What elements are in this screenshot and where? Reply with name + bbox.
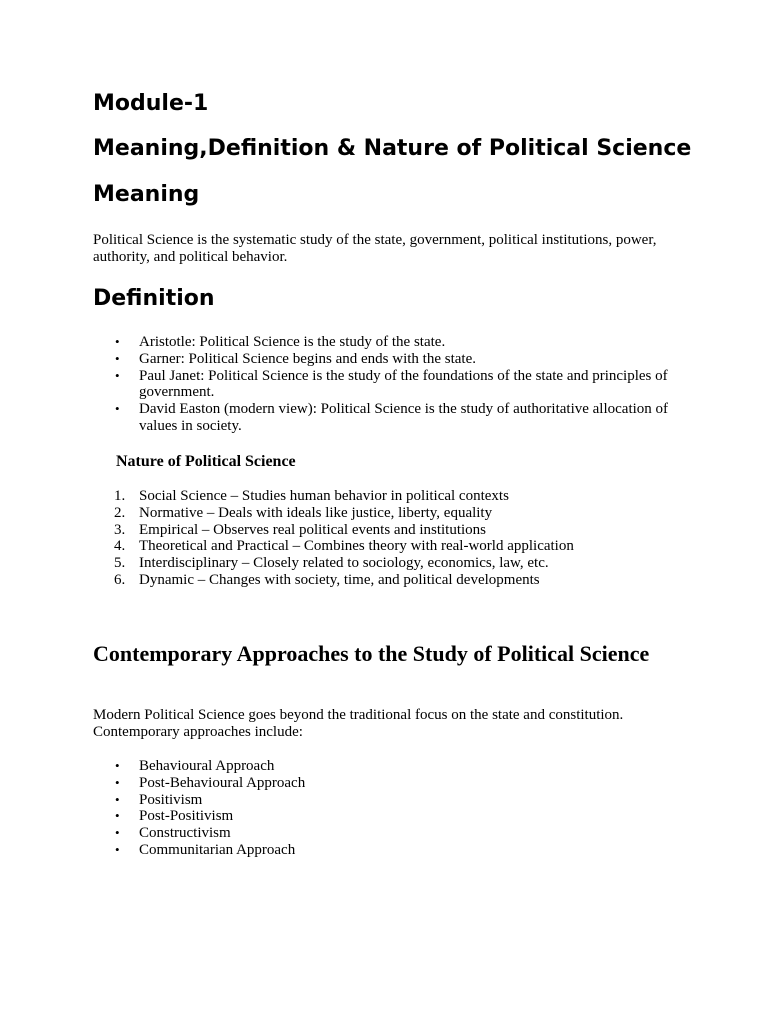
list-item (93, 572, 683, 589)
list-item (93, 808, 683, 825)
list-item (93, 334, 683, 351)
approach-text: Communitarian Approach (139, 841, 296, 858)
list-item (93, 825, 683, 842)
list-number: 2. (114, 504, 126, 521)
list-item (93, 555, 683, 572)
nature-text: Interdisciplinary – Closely related to sociology, economics, law, etc. (139, 555, 549, 572)
definition-text: David Easton (modern view): Political Science is the study of authoritative allocation of values in society. (139, 401, 669, 434)
nature-text: Social Science – Studies human behavior in political contexts (139, 488, 509, 504)
bullet-icon: • (115, 791, 120, 807)
nature-list (93, 488, 683, 589)
main-title: Meaning,Definition & Nature of Political Science (93, 136, 692, 161)
approaches-list (93, 758, 683, 859)
module-title: Module-1 (93, 91, 209, 116)
bullet-icon: • (115, 350, 120, 366)
meaning-text: Political Science is the systematic study of the state, government, political institutions, power, authority, and political behavior. (93, 232, 657, 265)
contemporary-heading: Contemporary Approaches to the Study of Political Science (93, 641, 650, 666)
list-item (93, 401, 683, 435)
list-item (93, 488, 683, 505)
nature-text: Empirical – Observes real political events and institutions (139, 521, 486, 538)
list-number: 1. (114, 488, 126, 504)
approach-text: Post-Behavioural Approach (139, 774, 306, 791)
list-item (93, 758, 683, 775)
bullet-icon: • (115, 367, 120, 383)
bullet-icon: • (115, 808, 120, 824)
definition-text: Aristotle: Political Science is the study of the state. (139, 334, 446, 350)
nature-text: Normative – Deals with ideals like justice, liberty, equality (139, 504, 493, 521)
definition-heading: Definition (93, 286, 215, 311)
list-item (93, 842, 683, 859)
bullet-icon: • (115, 401, 120, 417)
nature-heading: Nature of Political Science (116, 453, 296, 470)
list-item (93, 775, 683, 792)
list-number: 4. (114, 538, 126, 555)
list-item (93, 538, 683, 555)
list-item (93, 351, 683, 368)
approach-text: Behavioural Approach (139, 758, 275, 774)
list-item (93, 522, 683, 539)
approach-text: Positivism (139, 791, 203, 808)
bullet-icon: • (115, 825, 120, 841)
bullet-icon: • (115, 841, 120, 857)
list-number: 5. (114, 555, 126, 572)
definition-text: Garner: Political Science begins and ends with the state. (139, 350, 476, 367)
list-item (93, 792, 683, 809)
nature-text: Dynamic – Changes with society, time, and political developments (139, 571, 540, 588)
list-item (93, 505, 683, 522)
meaning-heading: Meaning (93, 182, 200, 207)
bullet-icon: • (115, 334, 120, 349)
approach-text: Constructivism (139, 825, 231, 842)
definition-text: Paul Janet: Political Science is the study of the foundations of the state and principles of government. (139, 367, 668, 401)
approach-text: Post-Positivism (139, 808, 234, 825)
list-number: 3. (114, 521, 126, 538)
definition-list (93, 334, 683, 435)
bullet-icon: • (115, 758, 120, 773)
nature-text: Theoretical and Practical – Combines theory with real-world application (139, 538, 574, 555)
contemporary-intro: Modern Political Science goes beyond the traditional focus on the state and constitution. Contemporary approaches include: (93, 707, 624, 740)
list-item (93, 368, 683, 402)
bullet-icon: • (115, 774, 120, 790)
list-number: 6. (114, 571, 126, 588)
